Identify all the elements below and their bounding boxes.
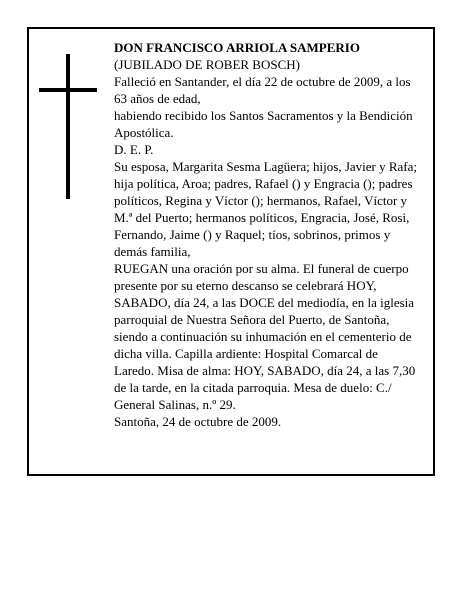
cross-horizontal-bar xyxy=(39,88,97,92)
funeral-details: RUEGAN una oración por su alma. El funeral de cuerpo presente por su eterno descanso se celebrará HOY, SABADO, día 24, a las DOCE del mediodía, en la iglesia parroquial de Nuestra Señora del Puerto, de Santoña, siendo a continuación su inhumación en el cementerio de dicha villa. Capilla ardiente: Hospital Comarcal de Laredo. Misa de alma: HOY, SABADO, día 24, a las 7,30 de la tarde, en la citada parroquia. Mesa de duelo: C./ General Salinas, n.º 29. xyxy=(114,261,416,412)
sacraments-line: habiendo recibido los Santos Sacramentos y la Bendición Apostólica. xyxy=(114,108,413,140)
cross-icon xyxy=(39,54,97,199)
deceased-name: DON FRANCISCO ARRIOLA SAMPERIO xyxy=(114,40,360,55)
cross-vertical-bar xyxy=(66,54,70,199)
deceased-subtitle: (JUBILADO DE ROBER BOSCH) xyxy=(114,57,300,72)
notice-text xyxy=(114,39,418,430)
death-announcement: Falleció en Santander, el día 22 de octubre de 2009, a los 63 años de edad, xyxy=(114,74,411,106)
place-date: Santoña, 24 de octubre de 2009. xyxy=(114,414,282,429)
family-list: Su esposa, Margarita Sesma Lagüera; hijos, Javier y Rafa; hija política, Aroa; padres, Rafael () y Engracia (); padres políticos, Regina y Víctor (); hermanos, Rafael, Víctor y M.ª del Puerto; hermanos políticos, Engracia, José, Rosi, Fernando, Jaime () y Raquel; tíos, sobrinos, primos y demás familia, xyxy=(114,159,418,259)
obituary-notice xyxy=(27,27,435,476)
dep-line: D. E. P. xyxy=(114,142,154,157)
